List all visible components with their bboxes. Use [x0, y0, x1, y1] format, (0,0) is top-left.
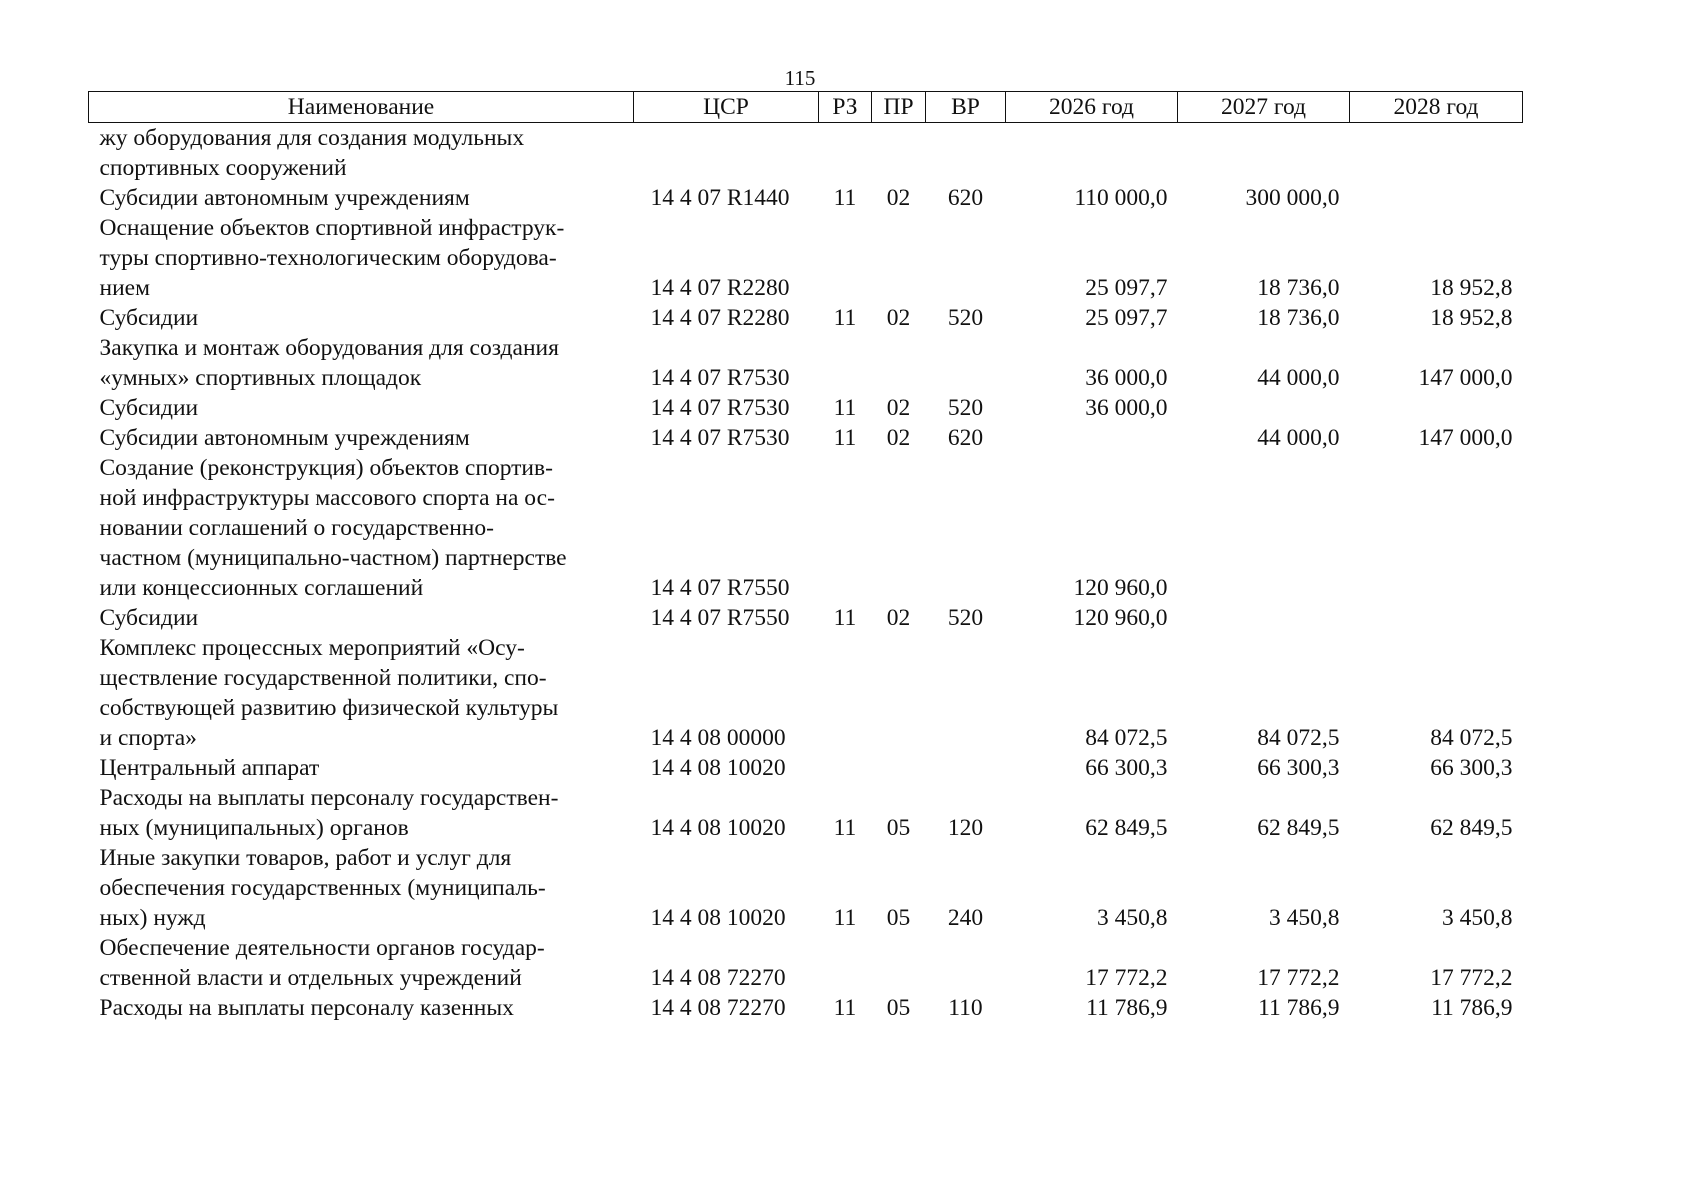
cell-pr: 02 [886, 425, 911, 451]
table-row [89, 213, 1523, 303]
cell-2026: 25 097,7 [1085, 305, 1168, 331]
cell-rz: 11 [833, 305, 857, 331]
cell-2027 [1178, 393, 1350, 423]
cell-csr: 14 4 07 R2280 [650, 275, 790, 301]
cell-vr [926, 753, 1006, 783]
cell-pr: 02 [886, 185, 911, 211]
name-line: Обеспечение деятельности органов государ- [99, 935, 545, 961]
cell-2028: 66 300,3 [1430, 755, 1513, 781]
table-row [89, 633, 1523, 753]
table-header [89, 92, 1523, 123]
cell-2026: 110 000,0 [1074, 185, 1168, 211]
cell-2026: 62 849,5 [1085, 815, 1168, 841]
cell-pr [872, 933, 926, 993]
cell-2026: 3 450,8 [1097, 905, 1168, 931]
cell-csr: 14 4 07 R7550 [650, 605, 790, 631]
table-row [89, 603, 1523, 633]
cell-2027: 66 300,3 [1257, 755, 1340, 781]
cell-name [89, 303, 634, 333]
cell-pr: 02 [886, 395, 911, 421]
cell-name [89, 183, 634, 213]
table-row [89, 753, 1523, 783]
table-row [89, 843, 1523, 933]
cell-rz [819, 333, 872, 393]
cell-pr [872, 123, 926, 184]
header-name: Наименование [89, 92, 634, 123]
cell-2026: 36 000,0 [1085, 395, 1168, 421]
cell-2027: 44 000,0 [1257, 365, 1340, 391]
cell-rz [819, 213, 872, 303]
cell-2027 [1178, 123, 1350, 184]
cell-rz: 11 [833, 185, 857, 211]
cell-vr: 520 [947, 605, 984, 631]
cell-vr [926, 123, 1006, 184]
header-vr: ВР [926, 92, 1006, 123]
cell-2028: 18 952,8 [1430, 275, 1513, 301]
cell-name [89, 843, 634, 933]
cell-2027: 18 736,0 [1257, 305, 1340, 331]
name-line: ных) нужд [99, 905, 206, 931]
table-row [89, 123, 1523, 184]
name-line: Субсидии [99, 305, 199, 331]
table-row [89, 333, 1523, 393]
cell-2028 [1350, 393, 1523, 423]
cell-vr [926, 633, 1006, 753]
cell-csr: 14 4 07 R7530 [650, 395, 790, 421]
table-row [89, 993, 1523, 1023]
cell-2026: 11 786,9 [1086, 995, 1168, 1021]
cell-vr: 520 [947, 305, 984, 331]
table-row [89, 303, 1523, 333]
cell-name [89, 423, 634, 453]
cell-pr: 05 [886, 815, 911, 841]
cell-2028: 147 000,0 [1418, 425, 1513, 451]
cell-csr: 14 4 08 72270 [650, 995, 786, 1021]
cell-rz: 11 [833, 995, 857, 1021]
cell-2027: 3 450,8 [1269, 905, 1340, 931]
name-line: собствующей развитию физической культуры [99, 695, 559, 721]
page-number: 115 [784, 66, 816, 90]
cell-name [89, 753, 634, 783]
name-line: Закупка и монтаж оборудования для создания [99, 335, 559, 361]
cell-csr: 14 4 08 10020 [650, 905, 786, 931]
cell-2027: 84 072,5 [1257, 725, 1340, 751]
cell-vr: 240 [947, 905, 984, 931]
cell-csr: 14 4 07 R1440 [650, 185, 790, 211]
name-line: Иные закупки товаров, работ и услуг для [99, 845, 512, 871]
cell-2028: 11 786,9 [1431, 995, 1513, 1021]
cell-rz [819, 933, 872, 993]
cell-vr: 620 [947, 425, 984, 451]
name-line: или концессионных соглашений [99, 575, 424, 601]
cell-name [89, 123, 634, 184]
table-row [89, 453, 1523, 603]
name-line: Создание (реконструкция) объектов спортив- [99, 455, 553, 481]
cell-2026: 36 000,0 [1085, 365, 1168, 391]
cell-2027: 62 849,5 [1257, 815, 1340, 841]
cell-csr: 14 4 08 00000 [650, 725, 786, 751]
cell-csr: 14 4 07 R2280 [650, 305, 790, 331]
cell-2026: 17 772,2 [1085, 965, 1168, 991]
cell-2027 [1178, 603, 1350, 633]
budget-table [88, 91, 1523, 1023]
table-body [89, 123, 1523, 1024]
cell-csr: 14 4 08 10020 [650, 815, 786, 841]
cell-2028 [1350, 603, 1523, 633]
cell-vr: 620 [947, 185, 984, 211]
cell-2026 [1006, 423, 1178, 453]
table-row [89, 423, 1523, 453]
name-line: Оснащение объектов спортивной инфраструк- [99, 215, 565, 241]
cell-2028: 18 952,8 [1430, 305, 1513, 331]
cell-2027: 18 736,0 [1257, 275, 1340, 301]
name-line: Центральный аппарат [99, 755, 320, 781]
name-line: ществление государственной политики, спо- [99, 665, 547, 691]
cell-csr [634, 123, 819, 184]
cell-pr [872, 453, 926, 603]
name-line: Субсидии автономным учреждениям [99, 185, 470, 211]
name-line: спортивных сооружений [99, 155, 347, 181]
cell-rz: 11 [833, 815, 857, 841]
cell-2026: 25 097,7 [1085, 275, 1168, 301]
name-line: нием [99, 275, 150, 301]
cell-pr: 02 [886, 305, 911, 331]
cell-2026: 120 960,0 [1073, 605, 1168, 631]
cell-vr: 120 [947, 815, 984, 841]
cell-2026: 84 072,5 [1085, 725, 1168, 751]
cell-csr: 14 4 08 10020 [650, 755, 786, 781]
cell-csr: 14 4 07 R7530 [650, 365, 790, 391]
header-csr: ЦСР [634, 92, 819, 123]
cell-2027: 11 786,9 [1258, 995, 1340, 1021]
name-line: «умных» спортивных площадок [99, 365, 422, 391]
cell-rz: 11 [833, 605, 857, 631]
cell-2027: 17 772,2 [1257, 965, 1340, 991]
cell-name [89, 633, 634, 753]
name-line: новании соглашений о государственно- [99, 515, 494, 541]
cell-name [89, 783, 634, 843]
cell-rz: 11 [833, 425, 857, 451]
header-rz: РЗ [819, 92, 872, 123]
header-2028: 2028 год [1350, 92, 1523, 123]
name-line: жу оборудования для создания модульных [99, 125, 525, 151]
cell-csr: 14 4 07 R7530 [650, 425, 790, 451]
cell-name [89, 603, 634, 633]
cell-pr: 05 [886, 995, 911, 1021]
cell-2026 [1006, 123, 1178, 184]
name-line: обеспечения государственных (муниципаль- [99, 875, 546, 901]
cell-rz: 11 [833, 905, 857, 931]
cell-csr: 14 4 07 R7550 [650, 575, 790, 601]
name-line: ной инфраструктуры массового спорта на ос- [99, 485, 555, 511]
cell-2028 [1350, 453, 1523, 603]
cell-pr [872, 753, 926, 783]
name-line: туры спортивно-технологическим оборудова- [99, 245, 557, 271]
cell-pr: 05 [886, 905, 911, 931]
cell-vr: 520 [947, 395, 984, 421]
cell-2028 [1350, 183, 1523, 213]
cell-vr [926, 333, 1006, 393]
name-line: Комплекс процессных мероприятий «Осу- [99, 635, 525, 661]
cell-pr [872, 633, 926, 753]
cell-2028: 147 000,0 [1418, 365, 1513, 391]
table-row [89, 933, 1523, 993]
cell-vr: 110 [948, 995, 983, 1021]
cell-2028: 62 849,5 [1430, 815, 1513, 841]
name-line: частном (муниципально-частном) партнерстве [99, 545, 567, 571]
cell-name [89, 393, 634, 423]
cell-name [89, 213, 634, 303]
header-2027: 2027 год [1178, 92, 1350, 123]
cell-2026: 66 300,3 [1085, 755, 1168, 781]
table-row [89, 393, 1523, 423]
name-line: ственной власти и отдельных учреждений [99, 965, 522, 991]
cell-2027: 44 000,0 [1257, 425, 1340, 451]
cell-pr: 02 [886, 605, 911, 631]
cell-rz [819, 753, 872, 783]
cell-pr [872, 213, 926, 303]
cell-2027: 300 000,0 [1245, 185, 1340, 211]
cell-2026: 120 960,0 [1073, 575, 1168, 601]
cell-2028: 17 772,2 [1430, 965, 1513, 991]
cell-vr [926, 933, 1006, 993]
cell-2028 [1350, 123, 1523, 184]
header-pr: ПР [872, 92, 926, 123]
cell-2028: 84 072,5 [1430, 725, 1513, 751]
header-2026: 2026 год [1006, 92, 1178, 123]
cell-csr: 14 4 08 72270 [650, 965, 786, 991]
name-line: и спорта» [99, 725, 197, 751]
cell-rz [819, 453, 872, 603]
cell-2028: 3 450,8 [1442, 905, 1513, 931]
cell-name [89, 993, 634, 1023]
cell-2027 [1178, 453, 1350, 603]
name-line: Расходы на выплаты персоналу государствен- [99, 785, 559, 811]
cell-name [89, 333, 634, 393]
cell-name [89, 453, 634, 603]
name-line: Субсидии [99, 395, 199, 421]
name-line: ных (муниципальных) органов [99, 815, 409, 841]
table-row [89, 183, 1523, 213]
table-row [89, 783, 1523, 843]
cell-vr [926, 213, 1006, 303]
cell-pr [872, 333, 926, 393]
cell-rz: 11 [833, 395, 857, 421]
cell-rz [819, 123, 872, 184]
cell-name [89, 933, 634, 993]
name-line: Субсидии автономным учреждениям [99, 425, 470, 451]
name-line: Расходы на выплаты персоналу казенных [99, 995, 514, 1021]
cell-rz [819, 633, 872, 753]
name-line: Субсидии [99, 605, 199, 631]
cell-vr [926, 453, 1006, 603]
